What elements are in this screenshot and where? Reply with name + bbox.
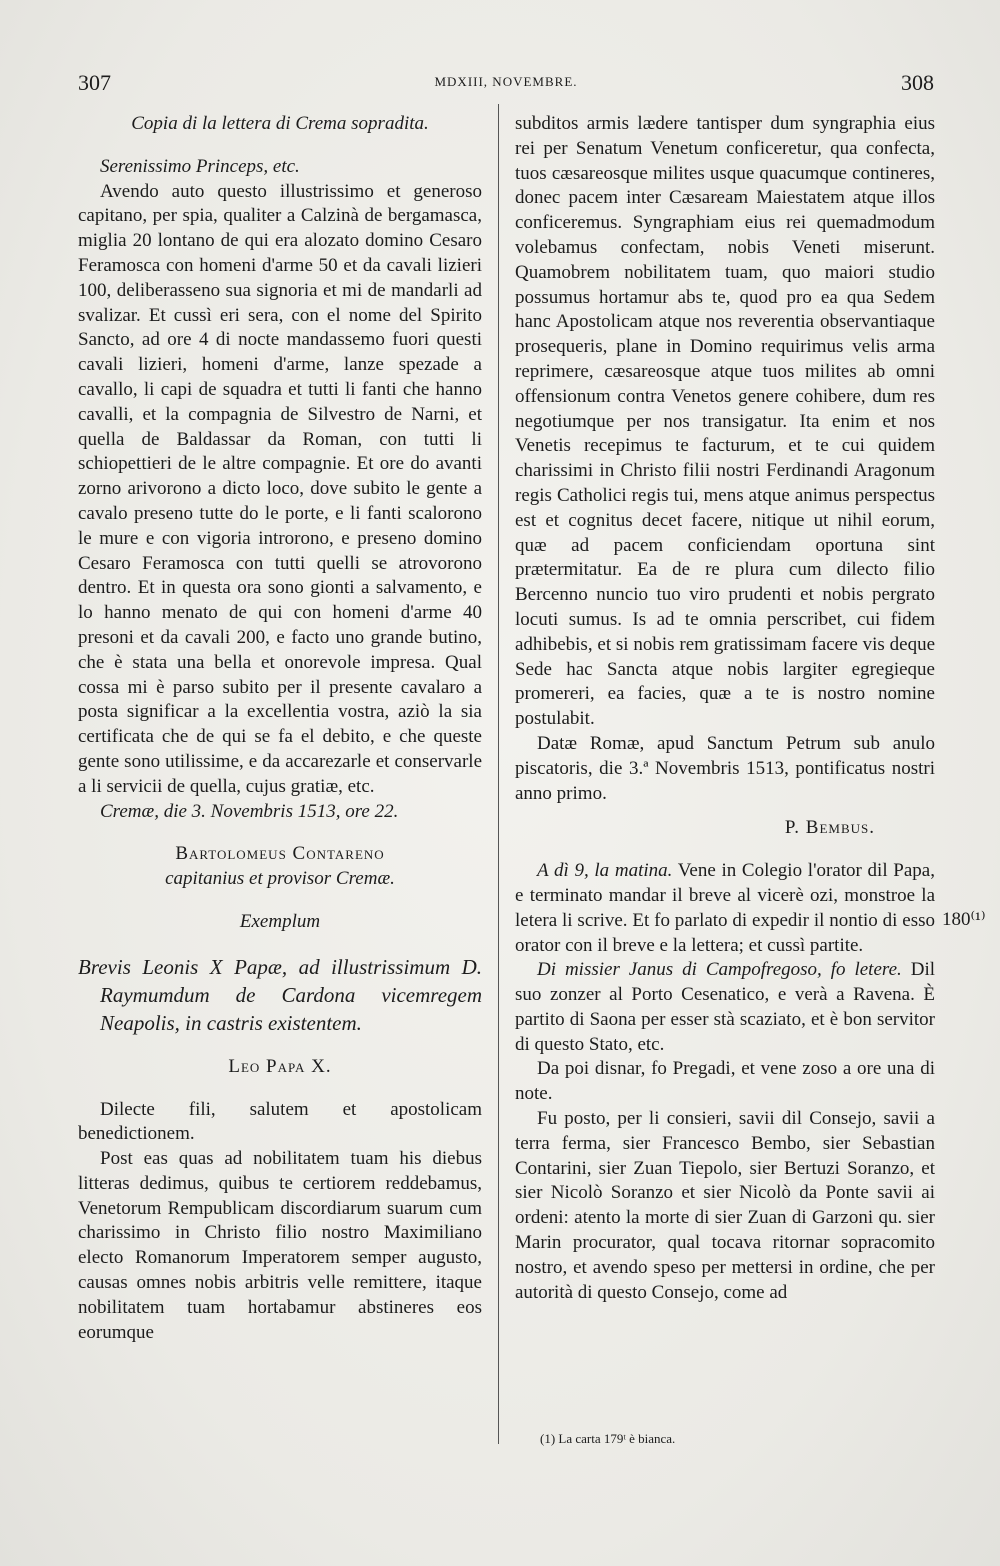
- entry-nov-9: [515, 859, 935, 958]
- exemplum-heading: Exemplum: [239, 910, 321, 932]
- entry-campofregoso: [515, 958, 935, 1057]
- left-page-number: 307: [78, 70, 111, 95]
- page-header: [78, 70, 934, 100]
- entry-fu-posto: Fu posto, per li consieri, savii dil Consejo, savii a terra ferma, sier Francesco Bembo, sier Sebastian Contarini, sier Zuan Tiepolo, sier Bertuzi Soranzo, et sier Nicolò Soranzo et sier Nicolò da Ponte savii ai ordeni: atento la morte di sier Zuan di Garzoni qu. sier Marin procurator, qual tocava ritornar sopracomito nostro, et avendo speso per mettersi in ordine, che per autorità di questo Consejo, come ad: [515, 1108, 935, 1303]
- brevis-continuation: subditos armis lædere tantisper dum syngraphia eius rei per Senatum Venetum conficeretur, qua confecta, tuos cæsareosque milites usque quacumque contineres, donec pacem inter Cæsaream Maiestatem atque illos conficeremus. Syngraphiam eius rei quemadmodum volebamus confectam, nobis Veneti miserunt. Quamobrem nobilitatem tuam, quo maiori studio possumus hortamur abs te, quod pro ea qua Sedem hanc Apostolicam atque nos reverentia observantiaque prosequeris, plane in Domino requirimus velis arma reprimere, cæsareosque atque tuos milites ab omni offensionum contra Venetos genere cohibere, dum res negotiumque per nos transigatur. Ita enim et nos Venetis recepimus te facturum, et te cui quidem charissimi in Christo filii nostri Ferdinandi Aragonum regis Catholici regis tui, mens atque animus perspectus est et cognitus decet facere, nitique ut nihil eorum, quæ ad pacem conficiendam oportuna sint prætermitatur. Ea de re plura cum dilecto filio Bercenno nuncio tuo viro prudenti et nobis pergrato locuti sumus. Is ad te omnia perscribet, cui fidem adhibebis, et si nobis rem gratissimam facere vis deque Sede hac Sancta atque nobis largiter egregieque promereri, ea facies, quæ a te is nostro nomine postulabit.: [515, 113, 935, 730]
- greeting: Dilecte fili, salutem et apostolicam benedictionem.: [78, 1098, 482, 1145]
- datae-line: Datæ Romæ, apud Sanctum Petrum sub anulo piscatoris, die 3.ª Novembris 1513, pontificatus nostri anno primo.: [515, 732, 935, 804]
- signature-name: Bartolomeus Contareno: [175, 843, 385, 865]
- margin-folio-number: 180⁽¹⁾: [942, 909, 986, 930]
- entry-campofregoso-text: Dil suo zonzer al Porto Cesenatico, e verà a Ravena. È partito di Saona per esser stà scaziato, et è bon servitor di questo Stato, etc.: [515, 959, 936, 1055]
- signature-title: capitanius et provisor Cremæ.: [165, 868, 395, 890]
- letter-title: Copia di la lettera di Crema sopradita.: [131, 113, 429, 134]
- brevis-body: Post eas quas ad nobilitatem tuam his diebus litteras dedimus, quibus te certiorem reddebamus, Venetorum Rempublicam discordiarum suarum cum charissimo in Christo filio nostro Maximiliano electo Romanorum Imperatorem semper augusto, causas omnes nobis arbitris velle remittere, itaque nobilitatem tuam hortabamur abstineres eos eorumque: [78, 1148, 482, 1343]
- entry-pregadi: Da poi disnar, fo Pregadi, et vene zoso a ore una di note.: [515, 1058, 935, 1105]
- right-page-number: 308: [901, 70, 934, 95]
- brevis-title: Brevis Leonis X Papæ, ad illustrissimum D. Raymumdum de Cardona vicemregem Neapolis, in castris existentem.: [78, 954, 482, 1035]
- right-column: [515, 112, 935, 1305]
- leo-heading: Leo Papa X.: [228, 1055, 332, 1077]
- entry-campofregoso-lead: Di missier Janus di Campofregoso, fo letere.: [537, 959, 902, 981]
- dateline: Cremæ, die 3. Novembris 1513, ore 22.: [100, 800, 399, 822]
- running-title: MDXIII, NOVEMBRE.: [434, 74, 578, 89]
- bembus-signature: P. Bembus.: [784, 817, 875, 839]
- footnote: (1) La carta 179ᵗ è bianca.: [540, 1431, 676, 1446]
- left-column: [78, 112, 482, 1345]
- column-divider: [498, 104, 499, 1444]
- entry-nov-9-text: Vene in Colegio l'orator dil Papa, e terminato mandar il breve al vicerè ozi, monstroe la letera li scrive. Et fo parlato di expedir il nontio di esso orator con il breve e la lettera; et cussì partite.: [515, 860, 935, 956]
- entry-nov-9-lead: A dì 9, la matina.: [537, 860, 673, 882]
- salutation: Serenissimo Princeps, etc.: [100, 155, 300, 177]
- letter-body: Avendo auto questo illustrissimo et generoso capitano, per spia, qualiter a Calzinà de bergamasca, miglia 20 lontano de qui era alozato domino Cesaro Feramosca con homeni d'arme 50 et da cavali lizieri 100, deliberasseno sua signoria et mi de mandarli ad svalizar. Et cussì eri sera, con el nome del Spirito Sancto, ad ore 4 di nocte mandassemo fuori questi cavali lizieri, homeni d'arme, lanze spezade a cavallo, li capi de squadra et tutti li fanti che hanno cavalli, et la compagnia de Silvestro de Narni, et quella de Baldassar da Roman, con tutti li schiopettieri de le altre compagnie. Et ore do avanti zorno arivorono a dicto loco, dove subito le gente a cavalo preseno tutte do le porte, e li fanti scalorono le mure e con vigoria introrono, e preseno domino Cesaro Feramosca con tutti quelli se atrovorono dentro. Et in questa ora sono gionti a salvamento, e lo hanno menato de qui con homeni d'arme 40 presoni et da cavali 200, e facto uno grande butino, che è stata una bella et onorevole impresa. Qual cossa mi è parso subito per il presente cavalaro a posta significar a la excellentia vostra, aziò la sia certificata che de qui se fa el debito, e che queste gente sono utilissime, e da accarezarle et conservarle a li servicii de quella, cujus gratiæ, etc.: [78, 180, 482, 797]
